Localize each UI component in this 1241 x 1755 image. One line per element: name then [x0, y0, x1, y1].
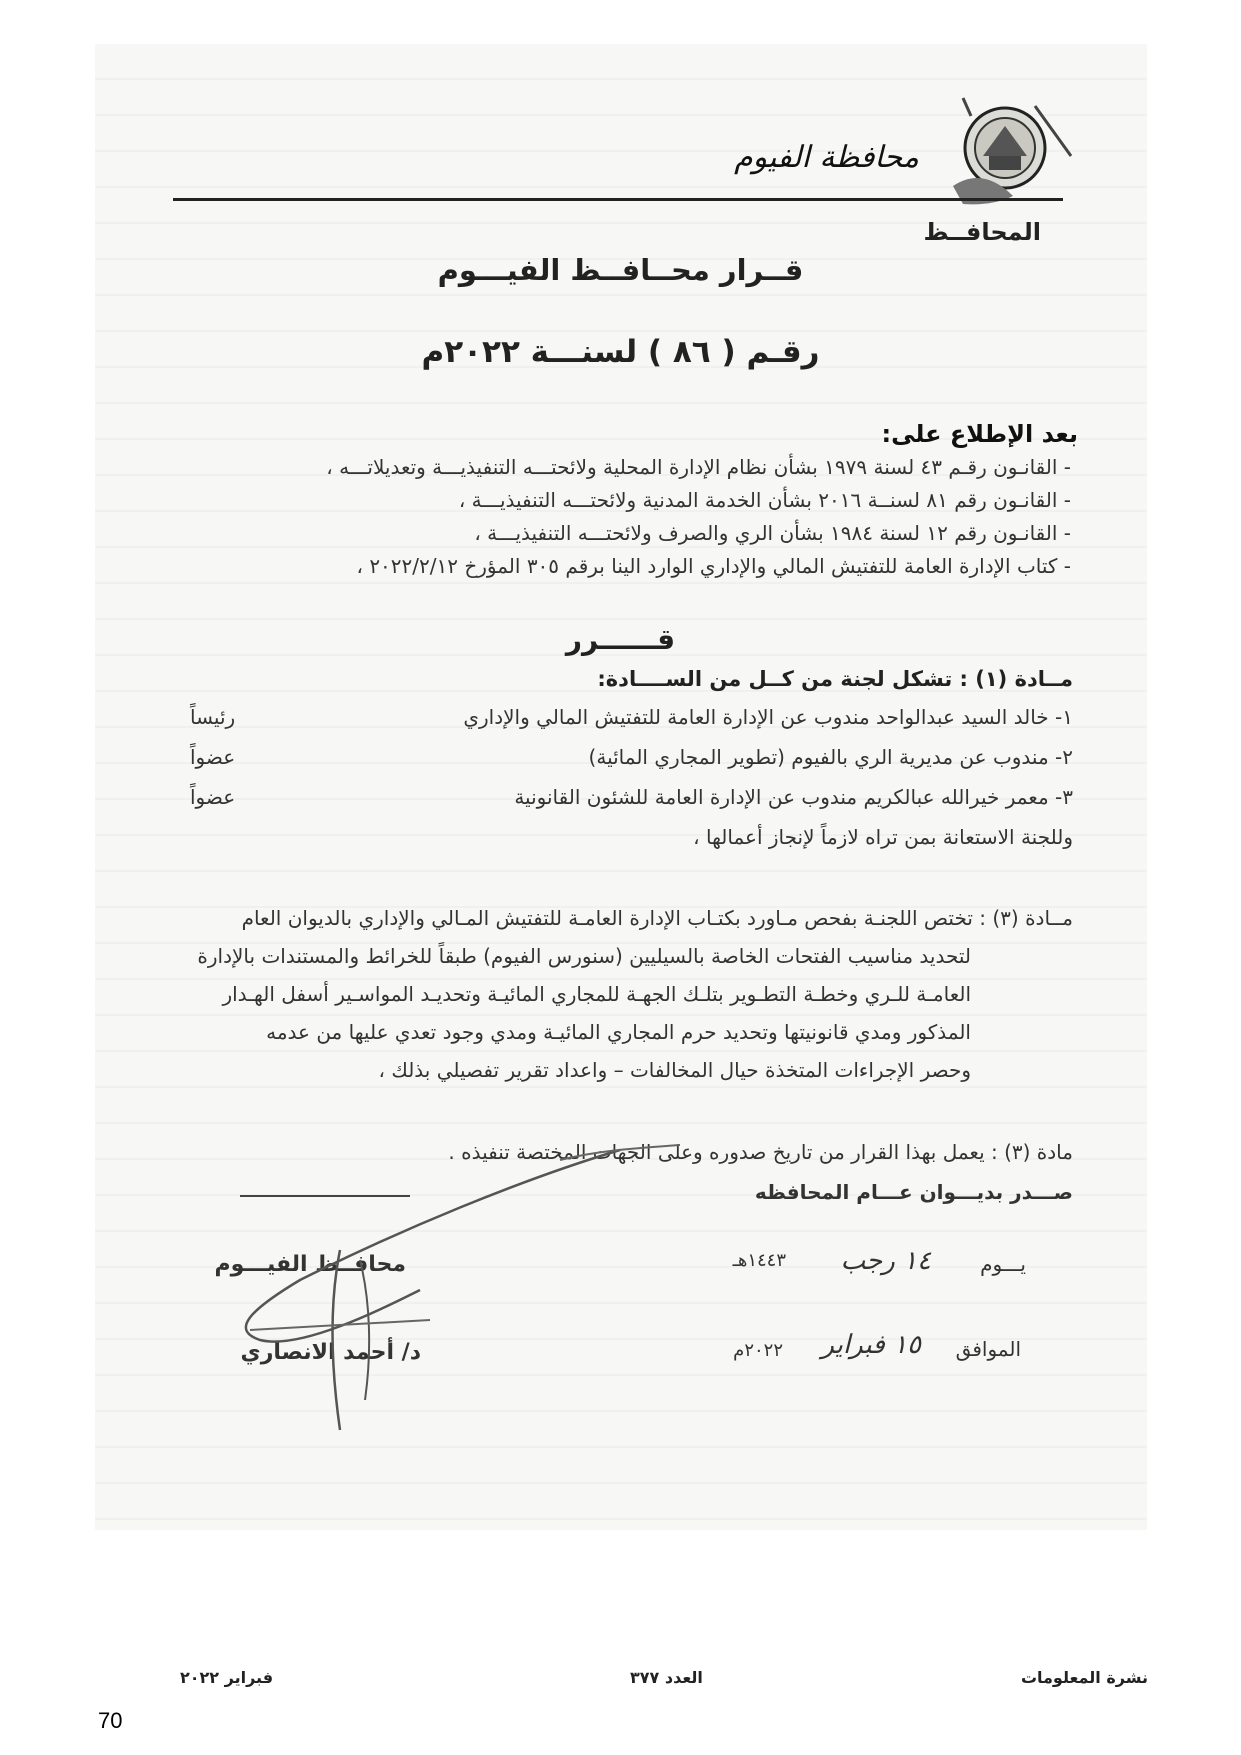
article3-text: مادة (٣) : يعمل بهذا القرار من تاريخ صدوره وعلى الجهات المختصة تنفيذه . [448, 1140, 1073, 1164]
article2-line: العامـة للـري وخطـة التطـوير بتلـك الجهـة للمجاري المائيـة وتحديـد المواسـير أسفل الهـدار [222, 982, 971, 1006]
governor-name: د/ أحمد الانصاري [240, 1340, 421, 1365]
committee-role: رئيساً [190, 705, 236, 729]
preamble-item: - القانـون رقم ١٢ لسنة ١٩٨٤ بشأن الري والصرف ولائحتـــه التنفيذيـــة ، [474, 521, 1071, 545]
committee-member: ١- خالد السيد عبدالواحد مندوب عن الإدارة العامة للتفتيش المالي والإداري [463, 705, 1073, 729]
day-label: يـــوم [980, 1252, 1026, 1276]
governorate-name: محافظة الفيوم [734, 140, 919, 175]
hijri-year: ١٤٤٣هـ [732, 1250, 786, 1271]
committee-member: ٣- معمر خيرالله عبالكريم مندوب عن الإدارة العامة للشئون القانونية [514, 785, 1073, 809]
decree-number: رقـم ( ٨٦ ) لسنـــة ٢٠٢٢م [421, 334, 820, 370]
fayoum-governorate-seal-icon [943, 86, 1075, 216]
article2-line: المذكور ومدي قانونيتها وتحديد حرم المجاري المائيـة ومدي وجود تعدي عليها من عدمه [266, 1020, 971, 1044]
page-number: 70 [98, 1708, 123, 1733]
gregorian-date-handwritten: ١٥ فبراير [821, 1330, 921, 1360]
decision-heading: قــــــرر [565, 623, 676, 656]
governor-title: محافــظ الفيـــوم [214, 1252, 406, 1277]
article2-line: لتحديد مناسيب الفتحات الخاصة بالسيليين (سنورس الفيوم) طبقاً للخرائط والمستندات بالإدارة [197, 944, 971, 968]
gregorian-year: ٢٠٢٢م [733, 1340, 783, 1361]
office-title: المحافــظ [923, 218, 1041, 246]
preamble-item: - القانـون رقم ٨١ لسنــة ٢٠١٦ بشأن الخدمة المدنية ولائحتـــه التنفيذيـــة ، [458, 488, 1071, 512]
preamble-heading: بعد الإطلاع على: [881, 420, 1078, 448]
footer-publication: نشرة المعلومات [1020, 1668, 1148, 1687]
article2-line: مــادة (٣) : تختص اللجنـة بفحص مـاورد بكتـاب الإدارة العامـة للتفتيش المـالي والإداري بالديوان العام [241, 906, 1073, 930]
committee-role: عضواً [190, 745, 236, 769]
article1-heading: مــادة (١) : تشكل لجنة من كــل من الســــادة: [597, 667, 1073, 691]
footer-date: فبراير ٢٠٢٢ [180, 1668, 274, 1687]
preamble-item: - كتاب الإدارة العامة للتفتيش المالي والإداري الوارد الينا برقم ٣٠٥ المؤرخ ٢٠٢٢/٢/١٢ ، [356, 554, 1071, 578]
letterhead-divider [173, 198, 1063, 201]
committee-member: ٢- مندوب عن مديرية الري بالفيوم (تطوير المجاري المائية) [588, 745, 1073, 769]
article2-line: وحصر الإجراءات المتخذة حيال المخالفات – واعداد تقرير تفصيلي بذلك ، [378, 1058, 971, 1082]
footer-issue: العدد ٣٧٧ [630, 1668, 703, 1687]
issued-statement: صـــدر بديـــوان عـــام المحافظه [754, 1180, 1073, 1204]
article1-note: وللجنة الاستعانة بمن تراه لازماً لإنجاز أعمالها ، [693, 825, 1073, 849]
preamble-item: - القانـون رقـم ٤٣ لسنة ١٩٧٩ بشأن نظام الإدارة المحلية ولائحتـــه التنفيذيـــة وتعديلاتـــه ، [326, 455, 1071, 479]
hijri-date-handwritten: ١٤ رجب [840, 1246, 931, 1276]
equivalent-label: الموافق [955, 1337, 1021, 1361]
committee-role: عضواً [190, 785, 236, 809]
decree-title: قــرار محــافــظ الفيـــوم [437, 253, 804, 287]
signature-line [240, 1195, 410, 1197]
